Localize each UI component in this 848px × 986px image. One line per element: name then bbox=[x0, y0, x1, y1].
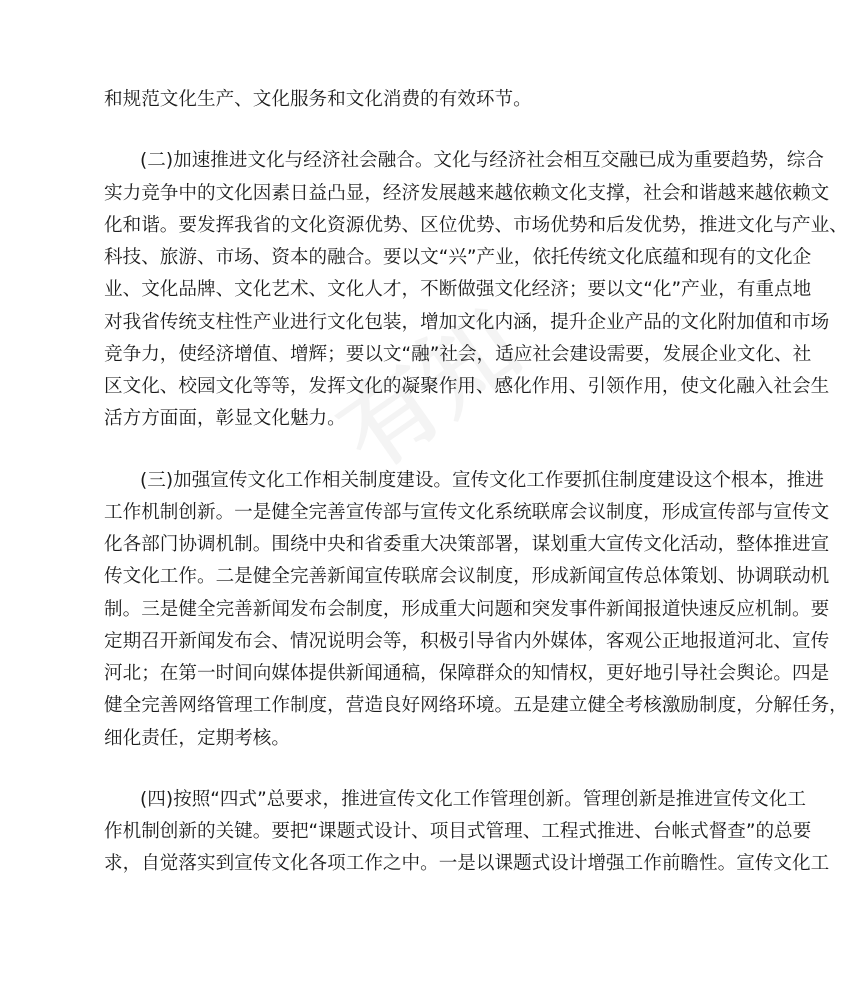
text-line: 求，自觉落实到宣传文化各项工作之中。一是以课题式设计增强工作前瞻性。宣传文化工 bbox=[104, 853, 830, 874]
text-line: 活方方面面，彰显文化魅力。 bbox=[104, 408, 346, 429]
text-line: 科技、旅游、市场、资本的融合。要以文“兴”产业，依托传统文化底蕴和现有的文化企 bbox=[104, 247, 812, 268]
text-line: 和规范文化生产、文化服务和文化消费的有效环节。 bbox=[104, 89, 532, 110]
text-line: 对我省传统支柱性产业进行文化包装，增加文化内涵，提升企业产品的文化附加值和市场 bbox=[104, 312, 830, 333]
text-line: 工作机制创新。一是健全完善宣传部与宣传文化系统联席会议制度，形成宣传部与宣传文 bbox=[104, 502, 830, 523]
text-line: 化各部门协调机制。围绕中央和省委重大决策部署，谋划重大宣传文化活动，整体推进宣 bbox=[104, 534, 830, 555]
text-line: 传文化工作。二是健全完善新闻宣传联席会议制度，形成新闻宣传总体策划、协调联动机 bbox=[104, 566, 830, 587]
text-line: 健全完善网络管理工作制度，营造良好网络环境。五是建立健全考核激励制度，分解任务， bbox=[104, 695, 848, 716]
text-line: 作机制创新的关键。要把“课题式设计、项目式管理、工程式推进、台帐式督查”的总要 bbox=[104, 821, 812, 842]
paragraph-heading-line: (四)按照“四式”总要求，推进宣传文化工作管理创新。管理创新是推进宣传文化工 bbox=[140, 789, 806, 810]
paragraph-heading-line: (三)加强宣传文化工作相关制度建设。宣传文化工作要抓住制度建设这个根本，推进 bbox=[140, 470, 824, 491]
text-line: 细化责任，定期考核。 bbox=[104, 728, 290, 749]
text-line: 定期召开新闻发布会、情况说明会等，积极引导省内外媒体，客观公正地报道河北、宣传 bbox=[104, 631, 830, 652]
text-line: 区文化、校园文化等等，发挥文化的凝聚作用、感化作用、引领作用，使文化融入社会生 bbox=[104, 376, 830, 397]
text-line: 业、文化品牌、文化艺术、文化人才，不断做强文化经济；要以文“化”产业，有重点地 bbox=[104, 279, 812, 300]
text-line: 化和谐。要发挥我省的文化资源优势、区位优势、市场优势和后发优势，推进文化与产业、 bbox=[104, 215, 848, 236]
text-line: 竞争力，使经济增值、增辉；要以文“融”社会，适应社会建设需要，发展企业文化、社 bbox=[104, 344, 812, 365]
text-line: 河北；在第一时间向媒体提供新闻通稿，保障群众的知情权，更好地引导社会舆论。四是 bbox=[104, 663, 830, 684]
paragraph-heading-line: (二)加速推进文化与经济社会融合。文化与经济社会相互交融已成为重要趋势，综合 bbox=[140, 150, 824, 171]
text-line: 实力竞争中的文化因素日益凸显，经济发展越来越依赖文化支撑，社会和谐越来越依赖文 bbox=[104, 183, 830, 204]
text-line: 制。三是健全完善新闻发布会制度，形成重大问题和突发事件新闻报道快速反应机制。要 bbox=[104, 599, 830, 620]
